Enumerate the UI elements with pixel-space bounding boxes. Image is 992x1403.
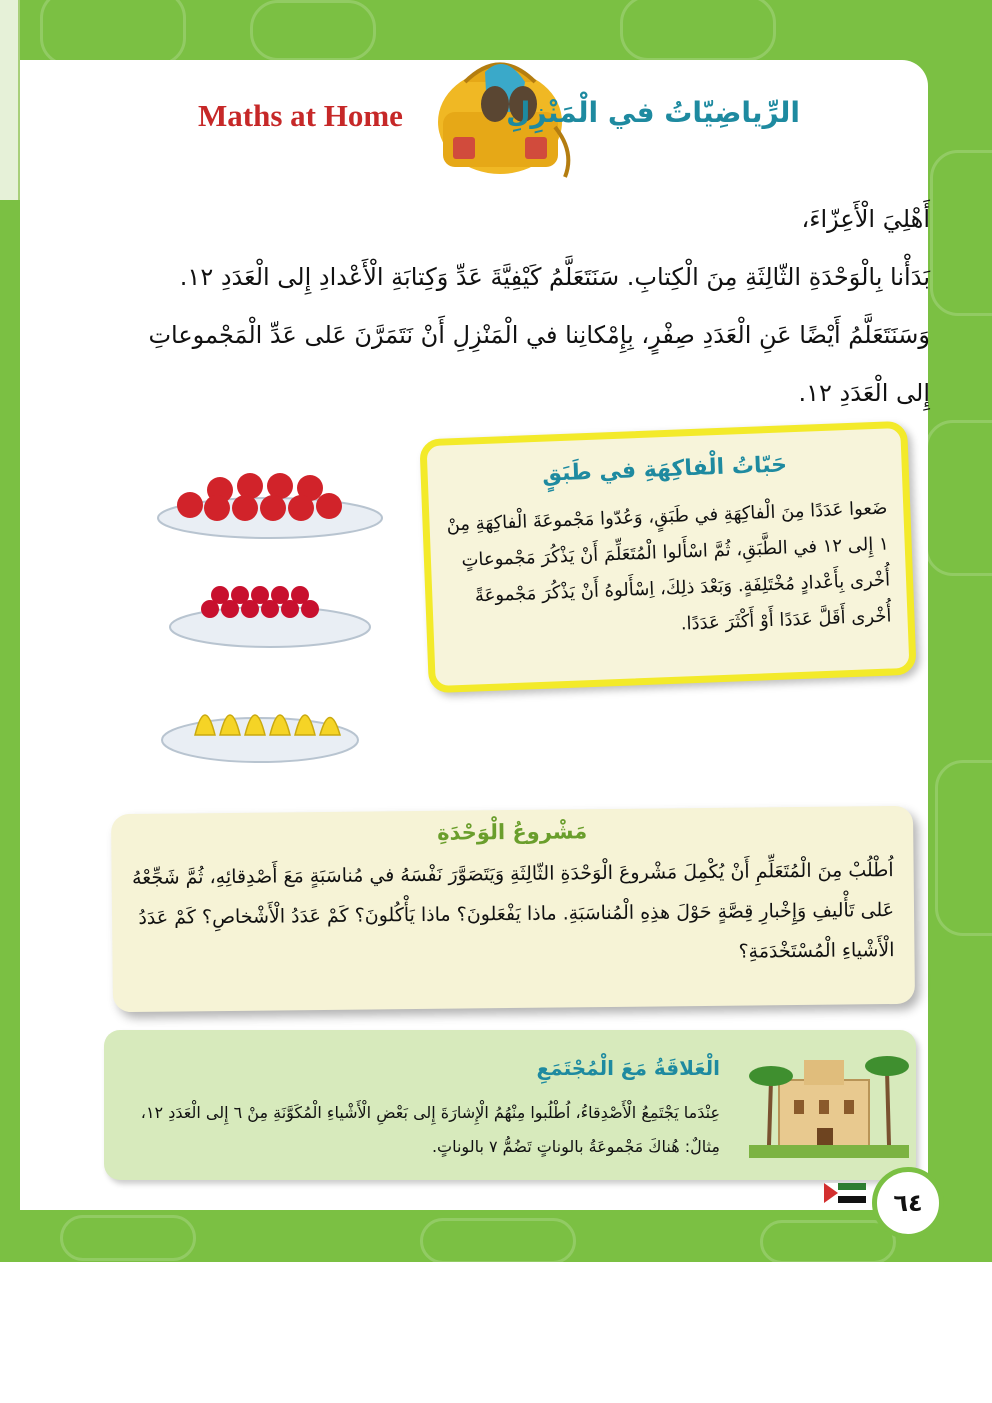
- flag-icon: [824, 1183, 866, 1203]
- left-margin-strip: [0, 0, 20, 200]
- page-title-en: Maths at Home: [198, 98, 403, 133]
- page-number: ٦٤: [872, 1167, 944, 1239]
- fruit-activity-text: ضَعوا عَدَدًا مِنَ الْفاكِهَةِ في طَبَقٍ، وَعُدّوا مَجْموعَةَ الْفاكِهَةِ مِنْ ١ إِلى ١٢ في الطَّبَقِ، ثُمَّ اسْأَلوا الْمُتَعَلِّمَ أَنْ يَذْكُرَ مَجْموعاتٍ أُخْرى بِأَعْدادٍ مُخْتَلِفَةٍ. وَبَعْدَ ذلِكَ، اِسْأَلوهُ أَنْ يَذْكُرَ مَجْموعَةً أُخْرى أَقَلَّ عَدَدًا أَوْ أَكْثَرَ عَدَدًا.: [446, 497, 892, 635]
- fruit-activity-box: [419, 421, 916, 694]
- community-box: [104, 1030, 916, 1180]
- cherry-plate: [170, 586, 370, 647]
- unit-project-text: اُطْلُبْ مِنَ الْمُتَعَلِّمِ أَنْ يُكْمِلَ مَشْروعَ الْوَحْدَةِ الثّالِثَةِ وَيَتَصَوَّرَ نَفْسَهُ في مُناسَبَةٍ مَعَ أَصْدِقائِهِ، ثُمَّ شَجِّعْهُ عَلى تَأْليفِ وَإِخْبارِ قِصَّةٍ حَوْلَ هذِهِ الْمُناسَبَةِ. ماذا يَفْعَلونَ؟ ماذا يَأْكُلونَ؟ كَمْ عَدَدُ الْأَشْخاصِ؟ كَمْ عَدَدُ الْأَشْياءِ الْمُسْتَخْدَمَةِ؟: [131, 859, 895, 963]
- village-illustration: [749, 1040, 909, 1158]
- intro-text: [140, 190, 930, 422]
- banana-plate: [162, 715, 358, 762]
- unit-project-box: [111, 806, 915, 1012]
- page-title-ar: الرِّياضِيّاتُ في الْمَنْزِلِ: [506, 96, 800, 129]
- bottom-margin: [0, 1262, 992, 1403]
- intro-greeting: أَهْلِيَ الْأَعِزّاءَ،: [801, 205, 930, 233]
- intro-line-1: بَدَأْنا بِالْوَحْدَةِ الثّالِثَةِ مِنَ الْكِتابِ. سَنَتَعَلَّمُ كَيْفِيَّةَ عَدِّ وَكِتابَةِ الْأَعْدادِ إِلى الْعَدَدِ ١٢.: [179, 263, 930, 291]
- community-title: الْعَلاقَةُ مَعَ الْمُجْتَمَعِ: [536, 1056, 720, 1080]
- fruit-activity-title: حَبّاتُ الْفاكِهَةِ في طَبَقٍ: [541, 452, 788, 487]
- community-text: عِنْدَما يَجْتَمِعُ الْأَصْدِقاءُ، اُطْلُبوا مِنْهُمُ الْإِشارَةَ إِلى بَعْضِ الْأَشْياءِ الْمُكَوَّنَةِ مِنْ ٦ إِلى الْعَدَدِ ١٢، مِثالٌ: هُناكَ مَجْموعَةُ بالوناتٍ تَضُمُّ ٧ بالوناتٍ.: [140, 1103, 720, 1156]
- unit-project-title: مَشْروعُ الْوَحْدَةِ: [437, 819, 588, 845]
- fruit-plates-illustration: [155, 460, 385, 780]
- intro-line-2: وَسَنَتَعَلَّمُ أَيْضًا عَنِ الْعَدَدِ صِفْرٍ، بِإِمْكانِنا في الْمَنْزِلِ أَنْ نَتَمَرَّنَ عَلى عَدِّ الْمَجْموعاتِ إِلى الْعَدَدِ ١٢.: [148, 321, 930, 407]
- apple-plate: [158, 473, 382, 538]
